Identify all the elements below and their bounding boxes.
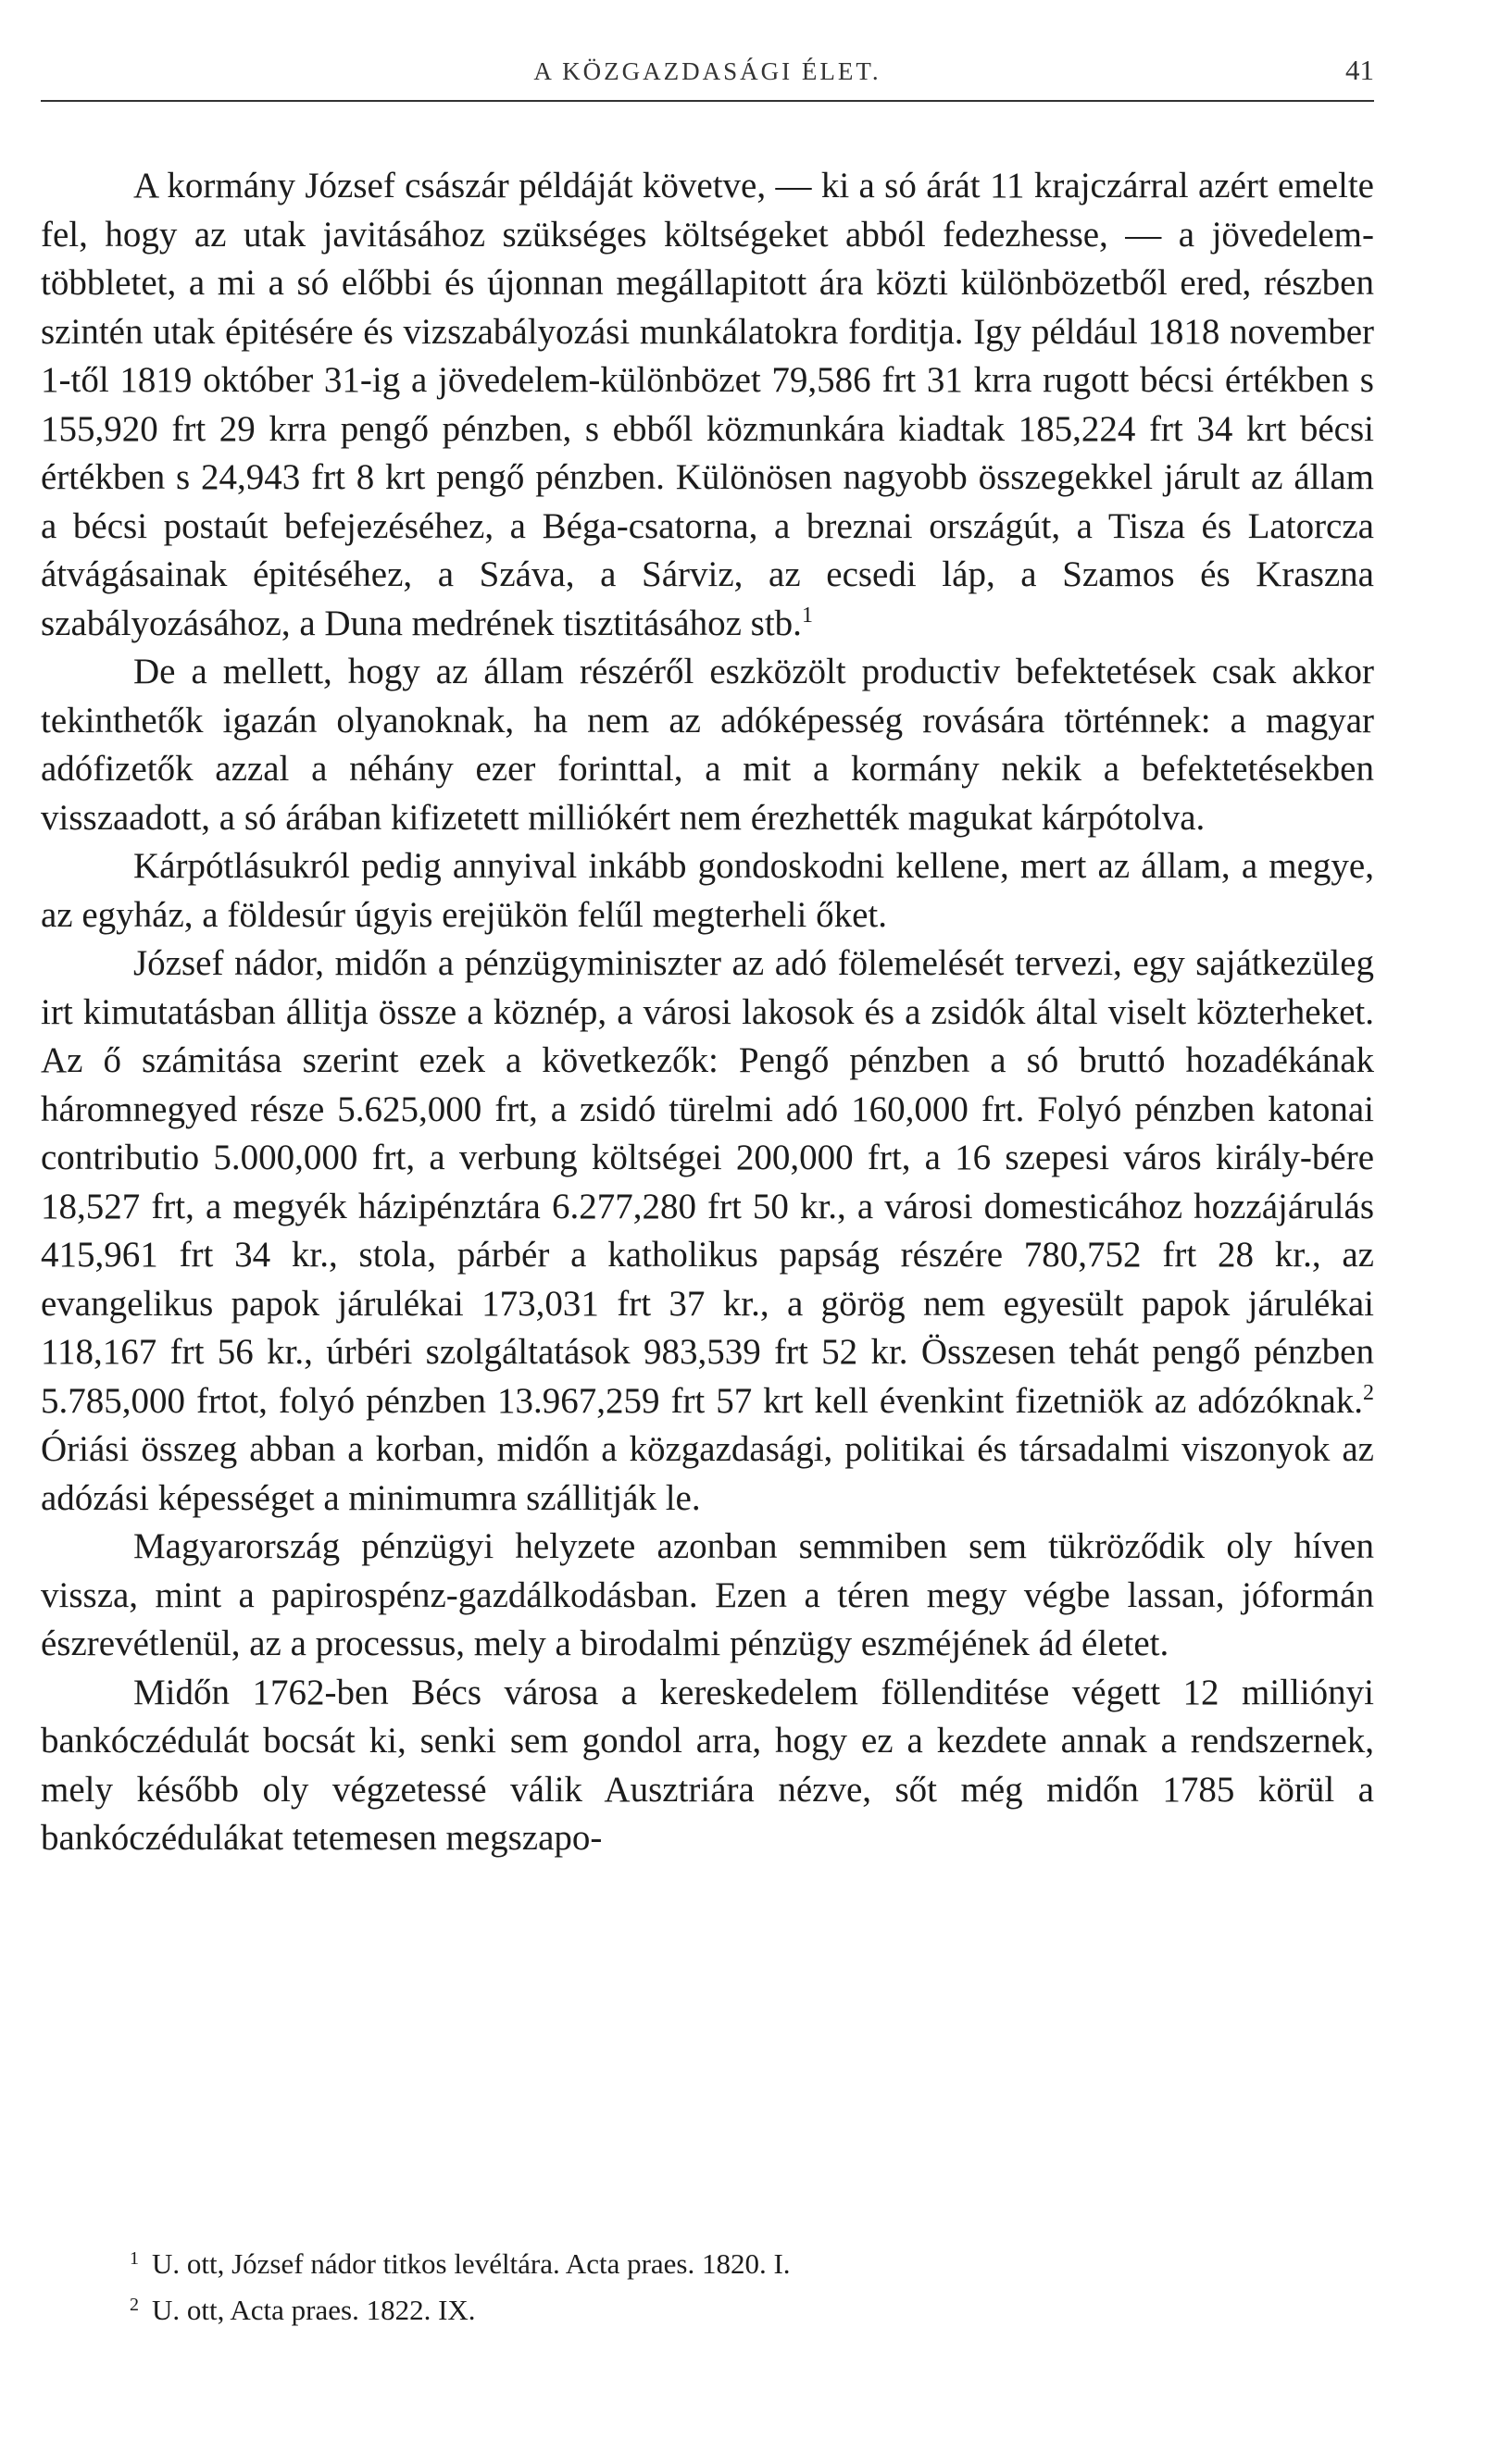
- paragraph: [41, 940, 1374, 1523]
- footnote-text: U. ott, Acta praes. 1822. IX.: [152, 2294, 476, 2326]
- paragraph-text: Magyarország pénzügyi helyzete azonban semmiben sem tükröződik oly híven vissza, mint a papirospénz-gazdálkodásban. Ezen a téren megy végbe lassan, jóformán észrevétlenül, az a processus, mely a birodalmi pénzügy eszméjének ád életet.: [41, 1526, 1374, 1663]
- footnote-text: U. ott, József nádor titkos levéltára. Acta praes. 1820. I.: [152, 2247, 791, 2280]
- paragraph-text: A kormány József császár példáját követve, — ki a só árát 11 krajczárral azért emelte fel, hogy az utak javitásához szükséges költségeket abból fedezhesse, — a jövedelem-többletet, a mi a só előbbi és újonnan megállapitott ára közti különbözetből ered, részben szintén utak épitésére és vizszabályozási munkálatokra forditja. Igy például 1818 november 1-től 1819 október 31-ig a jövedelem-különbözet 79,586 frt 31 krra rugott bécsi értékben s 155,920 frt 29 krra pengő pénzben, s ebből közmunkára kiadtak 185,224 frt 34 krt bécsi értékben s 24,943 frt 8 krt pengő pénzben. Különösen nagyobb összegekkel járult az állam a bécsi postaút befejezéséhez, a Béga-csatorna, a breznai országút, a Tisza és Latorcza átvágásainak épitéséhez, a Száva, a Sárviz, az ecsedi láp, a Szamos és Kraszna szabályozásához, a Duna medrének tisztitásához stb.: [41, 166, 1374, 643]
- paragraph: [41, 648, 1374, 842]
- paragraph: [41, 1669, 1374, 1863]
- footnotes: [130, 2238, 1370, 2331]
- page-header: [41, 48, 1374, 102]
- footnote-mark: 1: [130, 2248, 139, 2269]
- footnote: [130, 2238, 1370, 2284]
- body-text: [41, 162, 1374, 1863]
- paragraph-text: De a mellett, hogy az állam részéről eszközölt productiv befektetések csak akkor tekinthetők igazán olyanoknak, ha nem az adóképesség rovására történnek: a magyar adófizetők azzal a néhány ezer forinttal, a mit a kormány nekik a befektetésekben visszaadott, a só árában kifizetett milliókért nem érezhették magukat kárpótolva.: [41, 652, 1374, 838]
- footnote-mark: 2: [130, 2295, 139, 2315]
- paragraph: [41, 1523, 1374, 1669]
- running-head: A KÖZGAZDASÁGI ÉLET.: [533, 57, 881, 85]
- paragraph-text: Kárpótlásukról pedig annyival inkább gondoskodni kellene, mert az állam, a megye, az egyház, a földesúr úgyis erejükön felűl megterheli őket.: [41, 846, 1374, 935]
- footnote: [130, 2284, 1370, 2331]
- paragraph: [41, 842, 1374, 940]
- paragraph: [41, 162, 1374, 648]
- page-number: 41: [1345, 54, 1374, 86]
- paragraph-text: Óriási összeg abban a korban, midőn a közgazdasági, politikai és társadalmi viszonyok az adózási képességet a minimumra szállitják le.: [41, 1429, 1374, 1518]
- paragraph-text: Midőn 1762-ben Bécs városa a kereskedelem föllenditése végett 12 milliónyi bankóczédulát bocsát ki, senki sem gondol arra, hogy ez a kezdete annak a rendszernek, mely később oly végzetessé válik Ausztriára nézve, sőt még midőn 1785 körül a bankóczédulákat tetemesen megszapo-: [41, 1672, 1374, 1858]
- paragraph-text: József nádor, midőn a pénzügyminiszter az adó fölemelését tervezi, egy sajátkezüleg irt kimutatásban állitja össze a köznép, a városi lakosok és a zsidók által viselt közterheket. Az ő számitása szerint ezek a következők: Pengő pénzben a só bruttó hozadékának háromnegyed része 5.625,000 frt, a zsidó türelmi adó 160,000 frt. Folyó pénzben katonai contributio 5.000,000 frt, a verbung költségei 200,000 frt, a 16 szepesi város király-bére 18,527 frt, a megyék házipénztára 6.277,280 frt 50 kr., a városi domesticához hozzájárulás 415,961 frt 34 kr., stola, párbér a katholikus papság részére 780,752 frt 28 kr., az evangelikus papok járulékai 173,031 frt 37 kr., a görög nem egyesült papok járulékai 118,167 frt 56 kr., úrbéri szolgáltatások 983,539 frt 52 kr. Összesen tehát pengő pénzben 5.785,000 frtot, folyó pénzben 13.967,259 frt 57 krt kell évenkint fizetniök az adózóknak.: [41, 943, 1374, 1421]
- footnote-reference: 2: [1363, 1380, 1374, 1405]
- footnote-reference: 1: [801, 603, 813, 628]
